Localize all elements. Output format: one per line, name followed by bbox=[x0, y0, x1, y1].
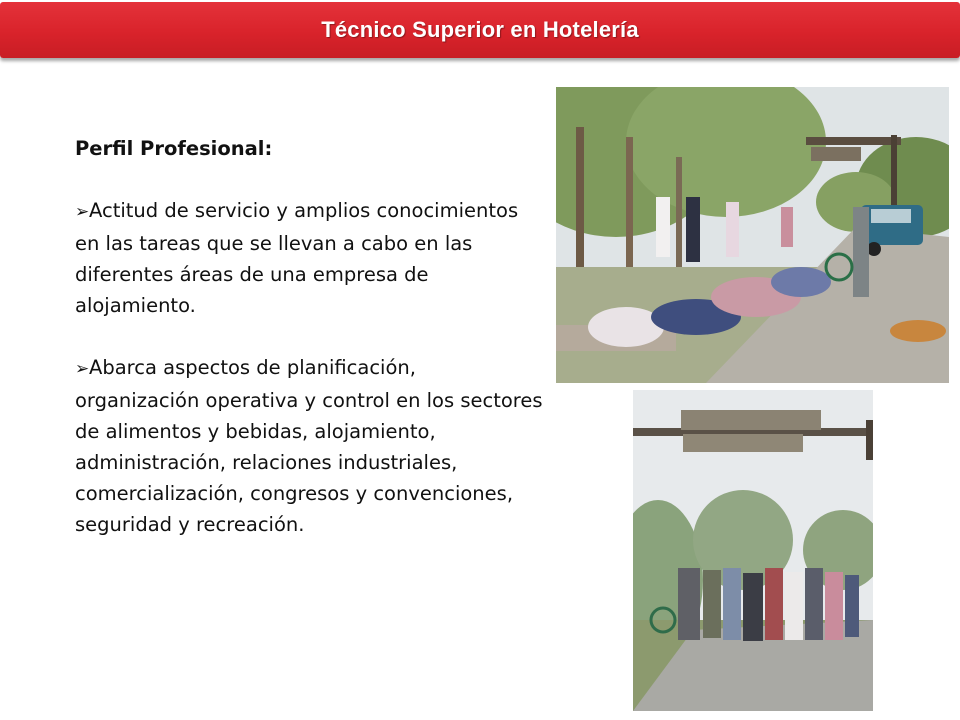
profile-heading: Perfil Profesional: bbox=[75, 137, 273, 160]
group-seated-photo bbox=[556, 87, 949, 383]
bullet-item-scope bbox=[75, 352, 545, 540]
arrow-bullet-icon: ➢ bbox=[75, 359, 90, 379]
arrow-bullet-icon: ➢ bbox=[75, 202, 90, 222]
bullet-text: Abarca aspectos de planificación, organización operativa y control en los sectores de alimentos y bebidas, alojamiento, administración, relaciones industriales, comercialización, congresos y convenciones, seguridad y recreación. bbox=[75, 356, 543, 536]
profile-section bbox=[75, 133, 545, 571]
title-banner bbox=[0, 2, 960, 58]
group-at-gate-photo bbox=[633, 390, 873, 711]
bullet-text: Actitud de servicio y amplios conocimientos en las tareas que se llevan a cabo en las diferentes áreas de una empresa de alojamiento. bbox=[75, 199, 519, 317]
slide-title: Técnico Superior en Hotelería bbox=[321, 17, 639, 42]
bullet-item-service bbox=[75, 195, 545, 321]
